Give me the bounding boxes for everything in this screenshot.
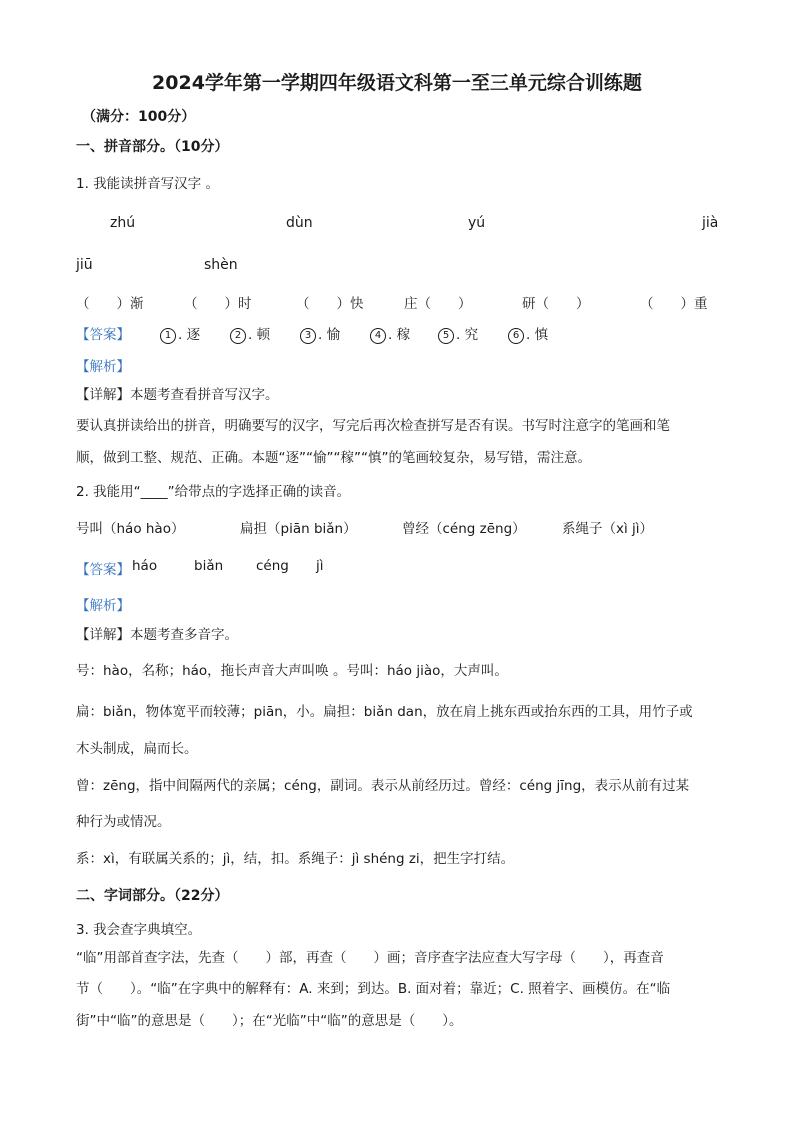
blank-1: （ ）渐 (76, 296, 144, 312)
q2-answer-1: háo (132, 558, 158, 574)
q3-line3: 街”中“临”的意思是（ ）；在“光临”中“临”的意思是（ ）。 (76, 1013, 463, 1029)
q2-line-bian1: 扁：biǎn，物体宽平而较薄；piān，小。扁担：biǎn dan，放在肩上挑东西或抬东西的工具，用竹子或 (76, 704, 693, 720)
q2-answer-4: jì (316, 558, 324, 574)
q2-line-ceng1: 曾：zēng，指中间隔两代的亲属；céng，副词。表示从前经历过。曾经：céng jīng，表示从前有过某 (76, 778, 690, 794)
q2-detail: 【详解】本题考查多音字。 (76, 627, 238, 643)
q1-prompt: 1. 我能读拼音写汉字 。 (76, 176, 219, 192)
q2-analysis-label: 【解析】 (76, 598, 130, 614)
q2-line-xi: 系：xì，有联属关系的；jì，结，扣。系绳子：jì shéng zi，把生字打结。 (76, 851, 515, 867)
blank-4: 庄（ ） (404, 296, 472, 312)
q1-answer-label: 【答案】 (76, 327, 130, 343)
q1-answer-3: 3 . 愉 (300, 323, 340, 344)
q1-analysis-label: 【解析】 (76, 359, 130, 375)
q2-line-ceng2: 种行为或情况。 (76, 814, 171, 830)
pinyin-zhu: zhú (110, 215, 136, 231)
q1-answer-5: 5 . 究 (438, 323, 478, 344)
q2-line-bian2: 木头制成，扁而长。 (76, 741, 198, 757)
q3-prompt: 3. 我会查字典填空。 (76, 922, 202, 938)
blank-3: （ ）快 (296, 296, 364, 312)
pinyin-dun: dùn (286, 215, 313, 231)
q1-answer-4: 4 . 稼 (370, 323, 410, 344)
q2-option-4: 系绳子（xì jì） (562, 521, 654, 537)
section1-heading: 一、拼音部分。（10分） (76, 139, 229, 155)
pinyin-shen: shèn (204, 257, 238, 273)
q2-prompt: 2. 我能用“____”给带点的字选择正确的读音。 (76, 484, 351, 500)
q2-line-hao: 号：hào，名称；háo，拖长声音大声叫唤 。号叫：háo jiào，大声叫。 (76, 663, 508, 679)
q2-answer-2: biǎn (194, 558, 224, 574)
q1-answer-2: 2 . 顿 (230, 323, 270, 344)
page-title: 2024学年第一学期四年级语文科第一至三单元综合训练题 (152, 72, 642, 94)
pinyin-yu: yú (468, 215, 486, 231)
q1-detail: 【详解】本题考查看拼音写汉字。 (76, 387, 279, 403)
q2-option-3: 曾经（céng zēng） (402, 521, 526, 537)
q2-option-1: 号叫（háo hào） (76, 521, 185, 537)
q2-option-2: 扁担（piān biǎn） (240, 521, 357, 537)
q1-explain-line1: 要认真拼读给出的拼音，明确要写的汉字，写完后再次检查拼写是否有误。书写时注意字的笔画和笔 (76, 418, 670, 434)
q3-line2: 节（ ）。“临”在字典中的解释有：A. 来到；到达。B. 面对着；靠近；C. 照着字、画模仿。在“临 (76, 981, 671, 997)
q1-answer-6: 6 . 慎 (508, 323, 548, 344)
score-note: （满分：100分） (82, 109, 196, 125)
section2-heading: 二、字词部分。（22分） (76, 888, 229, 904)
blank-5: 研（ ） (522, 296, 590, 312)
pinyin-jiu: jiū (76, 257, 93, 273)
blank-6: （ ）重 (640, 296, 708, 312)
q2-answer-3: céng (256, 558, 289, 574)
q1-explain-line2: 顺，做到工整、规范、正确。本题“逐”“愉”“稼”“慎”的笔画较复杂，易写错，需注意。 (76, 450, 591, 466)
q3-line1: “临”用部首查字法，先查（ ）部，再查（ ）画；音序查字法应查大写字母（ ），再查音 (76, 950, 664, 966)
q1-answer-1: 1 . 逐 (160, 323, 200, 344)
blank-2: （ ）时 (184, 296, 252, 312)
q2-answer-label: 【答案】 (76, 562, 130, 578)
pinyin-jia: jià (702, 215, 719, 231)
